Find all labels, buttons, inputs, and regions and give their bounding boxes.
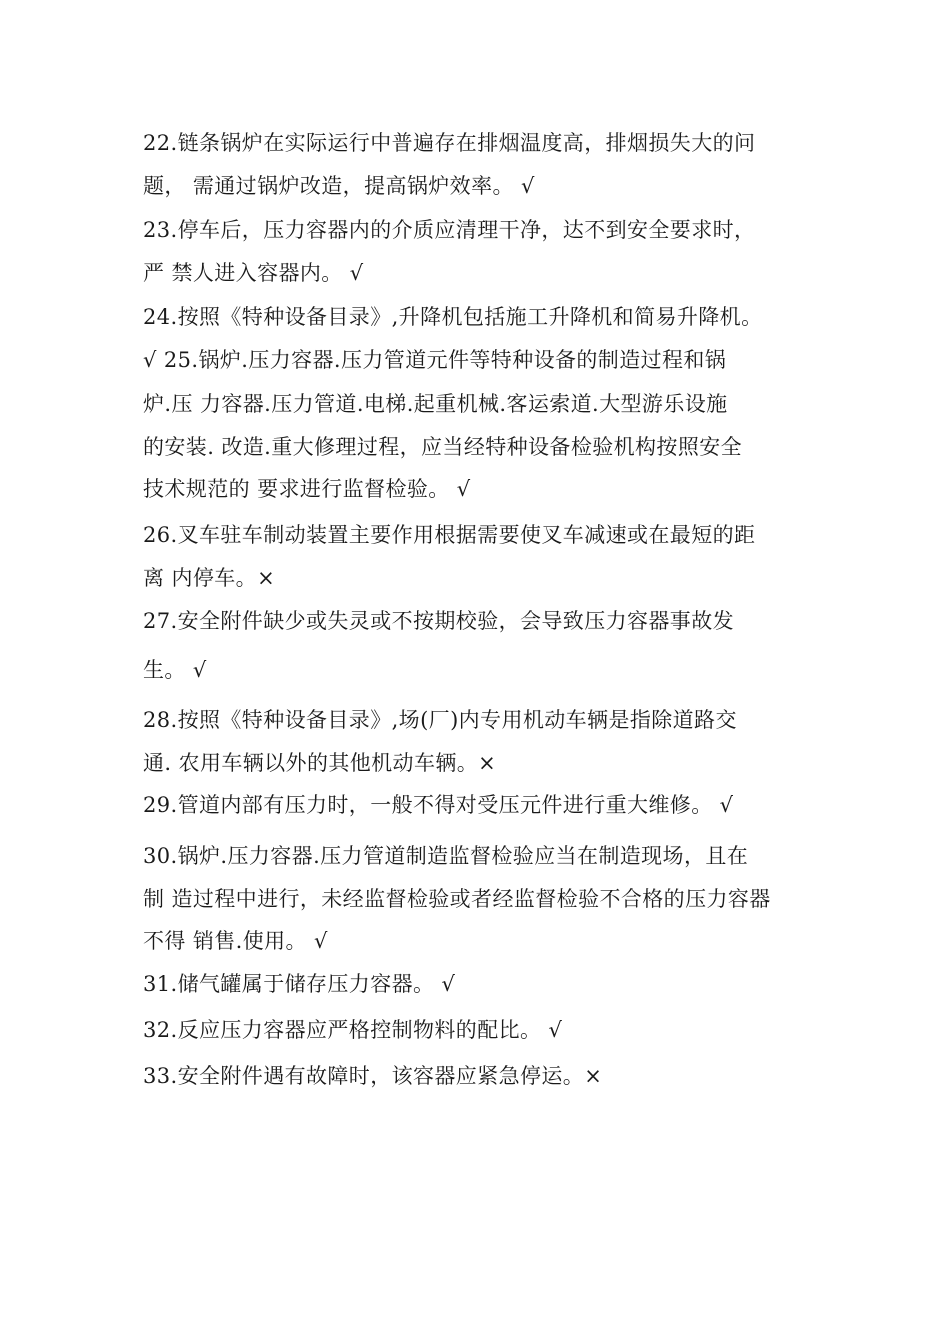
text-line-24: 24.按照《特种设备目录》,升降机包括施工升降机和简易升降机。	[143, 305, 763, 329]
text-line-26a: 26.叉车驻车制动装置主要作用根据需要使叉车减速或在最短的距	[143, 523, 756, 547]
text-line-25a: √ 25.锅炉.压力容器.压力管道元件等特种设备的制造过程和锅	[143, 348, 727, 372]
text-line-30c: 不得 销售.使用。 √	[143, 929, 328, 953]
text-line-28b: 通. 农用车辆以外的其他机动车辆。×	[143, 751, 497, 775]
text-line-22b: 题， 需通过锅炉改造，提高锅炉效率。 √	[143, 174, 535, 198]
text-line-31: 31.储气罐属于储存压力容器。 √	[143, 972, 456, 996]
text-line-25b: 炉.压 力容器.压力管道.电梯.起重机械.客运索道.大型游乐设施	[143, 392, 728, 416]
text-line-30a: 30.锅炉.压力容器.压力管道制造监督检验应当在制造现场，且在	[143, 844, 749, 868]
text-line-28a: 28.按照《特种设备目录》,场(厂)内专用机动车辆是指除道路交	[143, 708, 737, 732]
text-line-25c: 的安装. 改造.重大修理过程，应当经特种设备检验机构按照安全	[143, 435, 743, 459]
text-line-26b: 离 内停车。×	[143, 566, 276, 590]
text-line-22a: 22.链条锅炉在实际运行中普遍存在排烟温度高，排烟损失大的问	[143, 131, 756, 155]
text-line-23a: 23.停车后，压力容器内的介质应清理干净，达不到安全要求时，	[143, 218, 756, 242]
text-line-25d: 技术规范的 要求进行监督检验。 √	[143, 477, 471, 501]
text-line-27b: 生。 √	[143, 658, 207, 682]
text-line-30b: 制 造过程中进行，未经监督检验或者经监督检验不合格的压力容器	[143, 887, 771, 911]
text-line-23b: 严 禁人进入容器内。 √	[143, 261, 364, 285]
text-line-33: 33.安全附件遇有故障时，该容器应紧急停运。×	[143, 1064, 603, 1088]
text-line-27a: 27.安全附件缺少或失灵或不按期校验，会导致压力容器事故发	[143, 609, 734, 633]
text-line-32: 32.反应压力容器应严格控制物料的配比。 √	[143, 1018, 563, 1042]
text-line-29: 29.管道内部有压力时，一般不得对受压元件进行重大维修。 √	[143, 793, 734, 817]
